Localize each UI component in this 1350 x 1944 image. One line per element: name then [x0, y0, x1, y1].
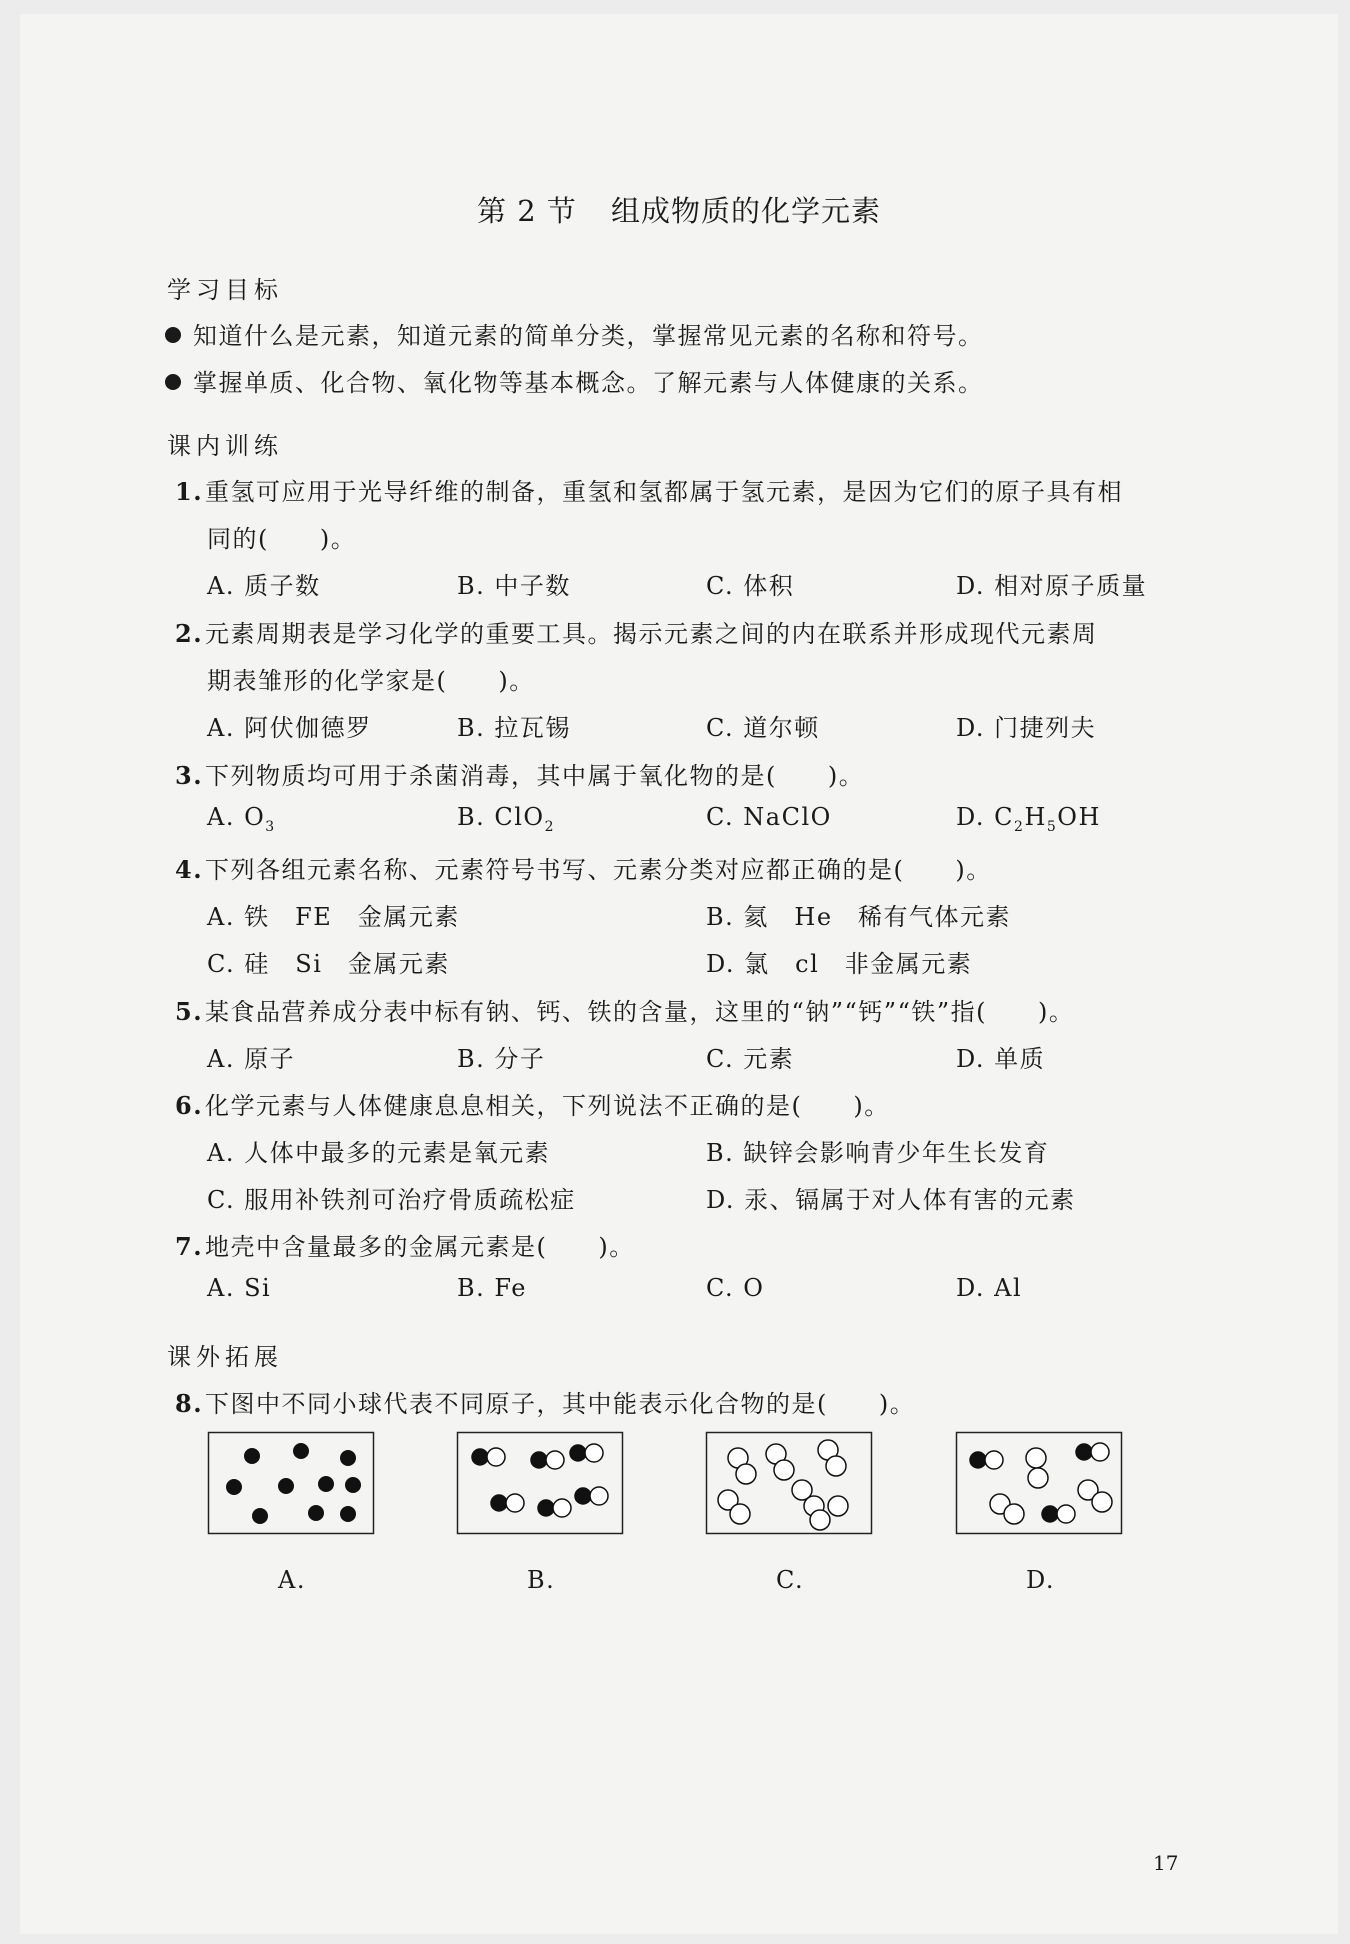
question-4: 4.下列各组元素名称、元素符号书写、元素分类对应都正确的是( )。 [175, 855, 992, 884]
q3-option-a[interactable]: A. $O_3$ [207, 803, 276, 835]
q5-option-b[interactable]: B. 分子 [457, 1045, 546, 1073]
diagram-b[interactable] [457, 1432, 623, 1534]
question-7: 7.地壳中含量最多的金属元素是( )。 [175, 1232, 635, 1261]
question-3: 3.下列物质均可用于杀菌消毒，其中属于氧化物的是( )。 [175, 761, 865, 790]
diagram-c[interactable] [706, 1432, 872, 1534]
q5-option-a[interactable]: A. 原子 [207, 1045, 296, 1073]
goal-item: 掌握单质、化合物、氧化物等基本概念。了解元素与人体健康的关系。 [165, 363, 984, 398]
q2-option-a[interactable]: A. 阿伏伽德罗 [207, 714, 372, 742]
question-1: 1.重氢可应用于光导纤维的制备，重氢和氢都属于氢元素，是因为它们的原子具有相 [175, 477, 1123, 506]
q1-option-d[interactable]: D. 相对原子质量 [956, 572, 1148, 600]
goal-item: 知道什么是元素，知道元素的简单分类，掌握常见元素的名称和符号。 [165, 316, 984, 351]
extension-heading: 课外拓展 [167, 1343, 283, 1371]
diagram-label-d: D. [1026, 1566, 1056, 1594]
page [20, 14, 1338, 1934]
q1-option-a[interactable]: A. 质子数 [207, 572, 321, 600]
section-number: 第 2 节 [477, 194, 577, 228]
page-number: 17 [1153, 1851, 1179, 1875]
q7-option-d[interactable]: D. Al [956, 1274, 1023, 1302]
q6-option-b[interactable]: B. 缺锌会影响青少年生长发育 [706, 1139, 1050, 1167]
q7-option-a[interactable]: A. Si [207, 1274, 272, 1302]
q5-option-c[interactable]: C. 元素 [706, 1045, 795, 1073]
q7-option-c[interactable]: C. O [706, 1274, 765, 1302]
question-6: 6.化学元素与人体健康息息相关，下列说法不正确的是( )。 [175, 1091, 890, 1120]
diagram-label-c: C. [776, 1566, 805, 1594]
diagram-label-a: A. [278, 1566, 306, 1594]
question-2: 2.元素周期表是学习化学的重要工具。揭示元素之间的内在联系并形成现代元素周 [175, 619, 1098, 648]
question-8: 8.下图中不同小球代表不同原子，其中能表示化合物的是( )。 [175, 1389, 916, 1418]
q5-option-d[interactable]: D. 单质 [956, 1045, 1046, 1073]
q4-option-a[interactable]: A. 铁 FE 金属元素 [207, 903, 460, 931]
q6-option-c[interactable]: C. 服用补铁剂可治疗骨质疏松症 [207, 1186, 576, 1214]
q3-option-b[interactable]: B. ClO$_2$ [457, 803, 556, 835]
q1-option-b[interactable]: B. 中子数 [457, 572, 571, 600]
question-2-line2: 期表雏形的化学家是( )。 [207, 667, 535, 695]
section-name: 组成物质的化学元素 [610, 194, 881, 228]
goals-heading: 学习目标 [167, 276, 283, 304]
q1-option-c[interactable]: C. 体积 [706, 572, 795, 600]
q2-option-c[interactable]: C. 道尔顿 [706, 714, 820, 742]
diagram-d[interactable] [956, 1432, 1122, 1534]
q2-option-d[interactable]: D. 门捷列夫 [956, 714, 1097, 742]
q6-option-d[interactable]: D. 汞、镉属于对人体有害的元素 [706, 1186, 1076, 1214]
q6-option-a[interactable]: A. 人体中最多的元素是氧元素 [207, 1139, 551, 1167]
q4-option-c[interactable]: C. 硅 Si 金属元素 [207, 950, 450, 978]
q2-option-b[interactable]: B. 拉瓦锡 [457, 714, 571, 742]
q4-option-d[interactable]: D. 氯 cl 非金属元素 [706, 950, 973, 978]
diagram-label-b: B. [527, 1566, 556, 1594]
bullet-icon [165, 374, 181, 390]
diagram-a[interactable] [208, 1432, 374, 1534]
q7-option-b[interactable]: B. Fe [457, 1274, 527, 1302]
q3-option-d[interactable]: D. $C_2H_5OH$ [956, 803, 1101, 835]
inclass-heading: 课内训练 [167, 432, 283, 460]
page-title [20, 189, 1338, 230]
q3-option-c[interactable]: C. NaClO [706, 803, 832, 831]
question-1-line2: 同的( )。 [207, 525, 357, 553]
question-5: 5.某食品营养成分表中标有钠、钙、铁的含量，这里的“钠”“钙”“铁”指( )。 [175, 997, 1075, 1026]
q4-option-b[interactable]: B. 氦 He 稀有气体元素 [706, 903, 1012, 931]
bullet-icon [165, 327, 181, 343]
